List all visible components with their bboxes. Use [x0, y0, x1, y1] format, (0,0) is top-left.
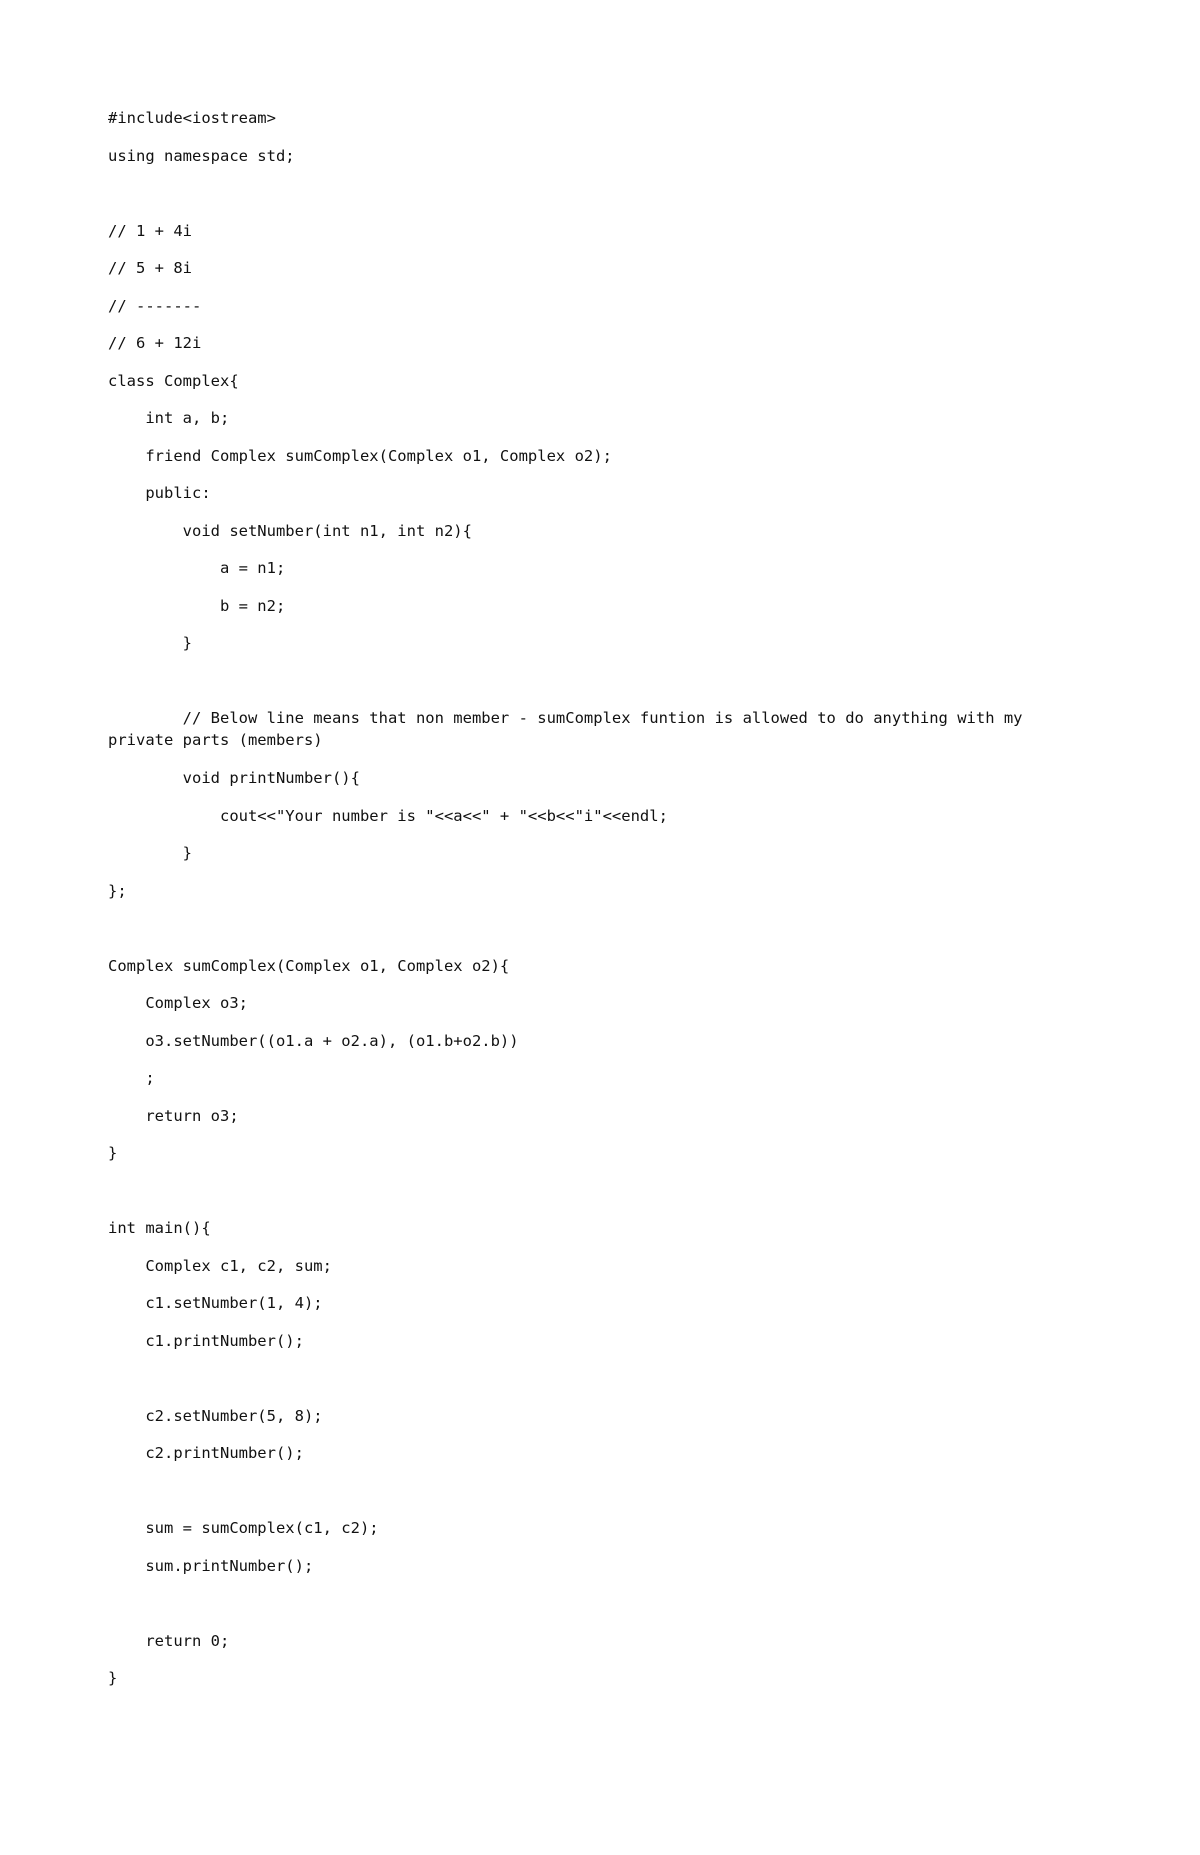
code-line: o3.setNumber((o1.a + o2.a), (o1.b+o2.b)): [108, 1031, 519, 1050]
code-line: }: [108, 634, 192, 652]
code-line: return o3;: [108, 1106, 239, 1125]
code-line: [108, 670, 1088, 708]
code-line: // 1 + 4i: [108, 221, 192, 240]
code-line: }: [108, 844, 192, 862]
code-line: };: [108, 881, 127, 900]
code-line: public:: [108, 484, 211, 502]
code-block: [108, 107, 1088, 1705]
code-line: void setNumber(int n1, int n2){: [108, 521, 472, 540]
code-line: using namespace std;: [108, 146, 295, 165]
code-line: sum = sumComplex(c1, c2);: [108, 1519, 379, 1537]
code-line: #include<iostream>: [108, 109, 276, 127]
code-line: // -------: [108, 296, 202, 315]
code-line: class Complex{: [108, 371, 239, 390]
code-line: [108, 917, 1088, 955]
code-line: int main(){: [108, 1219, 211, 1237]
code-line: // 6 + 12i: [108, 334, 202, 352]
code-line: friend Complex sumComplex(Complex o1, Complex o2);: [108, 446, 612, 465]
code-line: sum.printNumber();: [108, 1556, 314, 1575]
code-line: c2.setNumber(5, 8);: [108, 1406, 323, 1425]
code-line: [108, 182, 1088, 220]
code-line: [108, 1180, 1088, 1218]
code-line: // 5 + 8i: [108, 259, 192, 277]
code-comment-line: // Below line means that non member - sumComplex funtion is allowed to do anything with my private parts (members): [108, 709, 1032, 749]
code-line: void printNumber(){: [108, 769, 360, 787]
code-line: return 0;: [108, 1631, 230, 1650]
code-line: ;: [108, 1069, 155, 1087]
code-line: c1.printNumber();: [108, 1331, 304, 1350]
code-line: Complex c1, c2, sum;: [108, 1256, 332, 1275]
code-line: Complex sumComplex(Complex o1, Complex o2){: [108, 956, 510, 975]
code-line: b = n2;: [108, 596, 286, 615]
code-line: Complex o3;: [108, 994, 248, 1012]
code-line: [108, 1480, 1088, 1518]
code-line: a = n1;: [108, 559, 286, 577]
code-line: int a, b;: [108, 409, 230, 427]
code-line: c2.printNumber();: [108, 1444, 304, 1462]
code-line: [108, 1592, 1088, 1630]
code-line: c1.setNumber(1, 4);: [108, 1294, 323, 1312]
code-line: [108, 1367, 1088, 1405]
code-line: cout<<"Your number is "<<a<<" + "<<b<<"i"<<endl;: [108, 806, 668, 825]
code-line: }: [108, 1669, 118, 1687]
code-line: }: [108, 1144, 118, 1162]
